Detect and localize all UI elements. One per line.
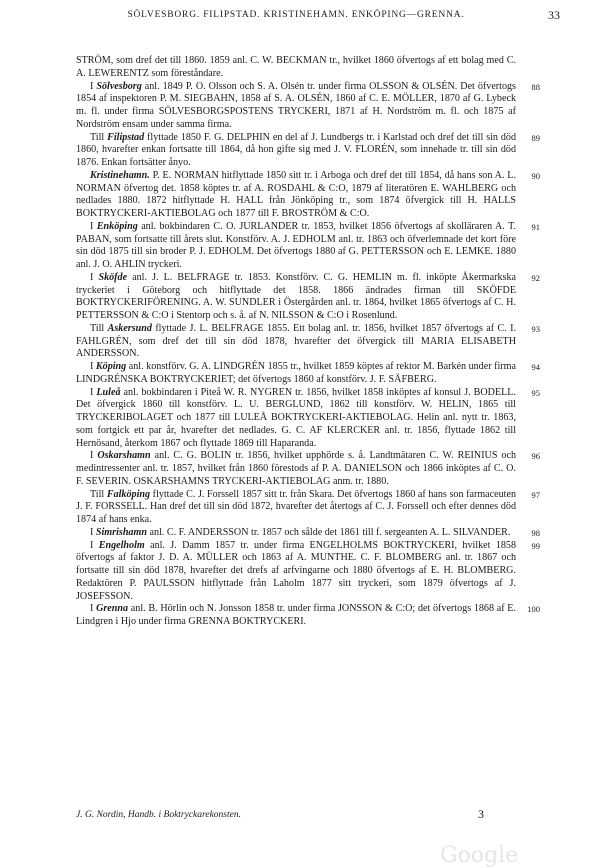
section-number: 92 [531,272,540,283]
place-name: Enköping [96,220,138,232]
paragraph-text: anl. 1849 P. O. Olsson och S. A. Olsén tr. under firma OLSSON & OLSÉN. Det öfvertogs 1854 af inspektoren P. M. SIEGBAHN, 1858 af S. A. OLSÉN, 1860 af C. E. MÖLLER, 1870 af G. Lybeck m. fl. under firma SÖLVESBORGSPOSTENS TRYCKERI, 1871 af H. Nordström m. fl. och 1875 af Nordström ensam under samma firma. [76,80,516,130]
place-name: Askersund [107,322,152,334]
signature-mark: 3 [478,807,484,821]
section-number: 100 [527,604,540,615]
paragraph-text: STRÖM, som dref det till 1860. 1859 anl. C. W. BECKMAN tr., hvilket 1860 öfvertogs af ett bolag med C. A. LEWERENTZ som föreståndare. [76,55,516,79]
paragraph-text: flyttade C. J. Forssell 1857 sitt tr. från Skara. Det öfvertogs 1860 af hans son farmaceuten J. F. FORSSELL. Han dref det till sin död 1872, hvarefter det återtogs af C. J. Forssell och efter dennes död 1874 af hans enka. [76,488,516,525]
section-number: 89 [531,132,540,143]
paragraph-text: anl. C. G. BOLIN tr. 1856, hvilket upphörde s. å. Landtmätaren C. W. REINIUS och medintressenter anl. tr. 1857, hvilket från 1860 förestods af P. A. DANIELSON och 1866 inköptes af C. O. F. SEVERIN. OSKARSHAMNS TRYCKERI-AKTIEBOLAG anm. tr. 1880. [76,450,517,487]
paragraph-text: anl. B. Hörlin och N. Jonsson 1858 tr. under firma JONSSON & C:O; det öfvertogs 1868 af E. Lindgren i Hjo under firma GRENNA BOKTRYCKERI. [76,603,517,627]
place-name: Sköfde [98,271,128,283]
paragraph-text: anl. C. F. ANDERSSON tr. 1857 och sålde det 1861 till f. sergeanten A. L. SILVANDER. [146,526,511,538]
section-number: 90 [531,170,540,181]
section-number: 98 [531,527,540,538]
place-name: Luleå [96,386,121,398]
place-name: Simrishamn [95,526,147,538]
paragraph: I Oskarshamn anl. C. G. BOLIN tr. 1856, hvilket upphörde s. å. Landtmätaren C. W. REINIUS och medintressenter anl. tr. 1857, hvilket från 1860 förestods af P. A. DANIELSON och 1866 inköptes af C. O. F. SEVERIN. OSKARSHAMNS TRYCKERI-AKTIEBOLAG anm. tr. 1880. 96 [76,450,540,487]
paragraph [76,55,516,81]
paragraph-text: anl. J. Damm 1857 tr. under firma ENGELHOLMS BOKTRYCKERI, hvilket 1858 öfvertogs af faktor J. D. A. MÜLLER och 1863 af A. MUNTHE. C. F. BLOMBERG anl. tr. 1867 och fortsatte till sin död 1878, hvarefter det drefs af arfvingarne och 1880 öfvertogs af E. H. BLOMBERG. Redaktören P. PAULSSON hitflyttade från Laholm 1877 sitt tryckeri, som 1879 öfvertogs af J. JOSEFSSON. [76,539,517,602]
paragraph: I Grenna anl. B. Hörlin och N. Jonsson 1858 tr. under firma JONSSON & C:O; det öfvertogs 1868 af E. Lindgren i Hjo under firma GRENNA BOKTRYCKERI. 100 [76,603,540,627]
paragraph: I Enköping anl. bokbindaren C. O. JURLANDER tr. 1853, hvilket 1856 öfvertogs af skolläraren A. T. PABAN, som fortsatte till årets slut. Konstförv. A. J. EDHOLM anl. tr. 1863 och öfverlemnade det kort före sin död 1875 till sin broder P. J. EDHOLM. Det öfvertogs 1880 af G. PETTERSSON och E. LEMKE. 1880 anl. J. O. AHLIN tryckeri. 91 [76,220,540,270]
place-name: Köping [95,361,127,372]
section-number: 95 [531,387,540,398]
section-number: 96 [531,451,540,462]
paragraph-text: anl. bokbindaren i Piteå W. R. NYGREN tr. 1856, hvilket 1858 inköptes af konsul J. BODELL. Det öfvergick 1860 till konstförv. L. U. BERGLUND, 1862 till konstförv. W. HELIN, 1865 till TRYCKERIBOLAGET och 1877 till LULEÅ BOKTRYCKERI-AKTIEBOLAG. Helin anl. nytt tr. 1863, som fortgick ett par år, hvarefter det nedlades. G. C. AF KLERCKER anl. tr. 1856, flyttade 1862 till Hernösand, återkom 1867 och flyttade 1869 till Haparanda. [76,386,516,449]
section-number: 93 [531,323,540,334]
page-number: 33 [548,8,560,22]
place-name: Oskarshamn [97,450,151,462]
paragraph-text: anl. bokbindaren C. O. JURLANDER tr. 1853, hvilket 1856 öfvertogs af skolläraren A. T. PABAN, som fortsatte till årets slut. Konstförv. A. J. EDHOLM anl. tr. 1863 och öfverlemnade det kort före sin död 1875 till sin broder P. J. EDHOLM. Det öfvertogs 1880 af G. PETTERSSON och E. LEMKE. 1880 anl. J. O. AHLIN tryckeri. [76,220,517,270]
paragraph: Till Filipstad flyttade 1850 F. G. DELPHIN en del af J. Lundbergs tr. i Karlstad och dref det till sin död 1860, hvarefter enkan fortsatte till 1864, då hon gifte sig med J. V. FLORÉN, som innehade tr. till sin död 1876. Enkan fortsätter ånyo. 89 [76,131,540,168]
paragraph-text: P. E. NORMAN hitflyttade 1850 sitt tr. i Arboga och dref det till 1854, då hans son A. L. NORMAN öfvertog det. 1858 köptes tr. af A. ROSDAHL & C:O, 1879 af literatören E. WAHLBERG och nedlades 1880. 1872 hitflyttade H. HALL från Jönköping tr., som 1874 öfvergick till H. HALLS BOKTRYCKERI-AKTIEBOLAG och 1877 till F. BROSTRÖM & C:O. [76,169,516,219]
running-title: SÖLVESBORG. FILIPSTAD. KRISTINEHAMN. ENKÖPING—GRENNA. [127,10,465,20]
paragraph: I Engelholm anl. J. Damm 1857 tr. under firma ENGELHOLMS BOKTRYCKERI, hvilket 1858 öfvertogs af faktor J. D. A. MÜLLER och 1863 af A. MUNTHE. C. F. BLOMBERG anl. tr. 1867 och fortsatte till sin död 1878, hvarefter det drefs af arfvingarne och 1880 öfvertogs af E. H. BLOMBERG. Redaktören P. PAULSSON hitflyttade från Laholm 1877 sitt tryckeri, som 1879 öfvertogs af J. JOSEFSSON. 99 [76,539,540,602]
paragraph-text: anl. J. L. BELFRAGE tr. 1853. Konstförv. C. G. HEMLIN m. fl. inköpte Åkermarkska tryckeriet i Göteborg och hitflyttade det 1858. 1866 ändrades firman till SKÖFDE BOKTRYCKERIFÖRENING. A. W. SUNDLER i Östergården anl. tr. 1864, hvilket 1865 öfvertogs af C. H. PETTERSSON & C:O i Stentorp och s. å. af N. NILSSON & C:O i Rosenlund. [76,271,516,321]
place-name: Engelholm [98,539,145,551]
paragraph-text: anl. konstförv. G. A. LINDGRÉN 1855 tr., hvilket 1859 köptes af rektor M. Barkén under firma LINDGRÉNSKA BOKTRYCKERIET; det öfvertogs 1860 af konstförv. J. F. SÄFBERG. [76,361,516,385]
paragraph: I Sölvesborg anl. 1849 P. O. Olsson och S. A. Olsén tr. under firma OLSSON & OLSÉN. Det öfvertogs 1854 af inspektoren P. M. SIEGBAHN, 1858 af S. A. OLSÉN, 1860 af C. E. MÖLLER, 1870 af G. Lybeck m. fl. under firma SÖLVESBORGSPOSTENS TRYCKERI, 1871 af H. Nordström m. fl. och 1875 af Nordström ensam under samma firma. 88 [76,80,540,130]
paragraph: Till Askersund flyttade J. L. BELFRAGE 1855. Ett bolag anl. tr. 1856, hvilket 1857 öfvertogs af C. I. FAHLGRÉN, som dref det till sin död 1878, hvarefter det öfvergick till MARIA ELISABETH ANDERSSON. 93 [76,322,540,360]
paragraph: I Sköfde anl. J. L. BELFRAGE tr. 1853. Konstförv. C. G. HEMLIN m. fl. inköpte Åkermarkska tryckeriet i Göteborg och hitflyttade det 1858. 1866 ändrades firman till SKÖFDE BOKTRYCKERIFÖRENING. A. W. SUNDLER i Östergården anl. tr. 1864, hvilket 1865 öfvertogs af C. H. PETTERSSON & C:O i Stentorp och s. å. af N. NILSSON & C:O i Rosenlund. 92 [76,271,540,321]
watermark: Google [440,843,519,868]
place-name: Kristinehamn. [90,169,150,181]
paragraph: Till Falköping flyttade C. J. Forssell 1857 sitt tr. från Skara. Det öfvertogs 1860 af hans son farmaceuten J. F. FORSSELL. Han dref det till sin död 1872, hvarefter det återtogs af C. J. Forssell och efter dennes död 1874 af hans enka. 97 [76,488,540,525]
paragraph-text: flyttade 1850 F. G. DELPHIN en del af J. Lundbergs tr. i Karlstad och dref det till sin död 1860, hvarefter enkan fortsatte till 1864, då hon gifte sig med J. V. FLORÉN, som innehade tr. till sin död 1876. Enkan fortsätter ånyo. [76,131,517,168]
paragraph: I Simrishamn anl. C. F. ANDERSSON tr. 1857 och sålde det 1861 till f. sergeanten A. L. SILVANDER. 98 [90,526,540,538]
paragraph [76,169,540,221]
paragraph: I Köping anl. konstförv. G. A. LINDGRÉN 1855 tr., hvilket 1859 köptes af rektor M. Barkén under firma LINDGRÉNSKA BOKTRYCKERIET; det öfvertogs 1860 af konstförv. J. F. SÄFBERG. 94 [76,361,540,385]
main-text [76,55,540,629]
paragraph: I Luleå anl. bokbindaren i Piteå W. R. NYGREN tr. 1856, hvilket 1858 inköptes af konsul J. BODELL. Det öfvergick 1860 till konstförv. L. U. BERGLUND, 1862 till konstförv. W. HELIN, 1865 till TRYCKERIBOLAGET och 1877 till LULEÅ BOKTRYCKERI-AKTIEBOLAG. Helin anl. nytt tr. 1863, som fortgick ett par år, hvarefter det nedlades. G. C. AF KLERCKER anl. tr. 1856, flyttade 1862 till Hernösand, återkom 1867 och flyttade 1869 till Haparanda. 95 [76,386,540,449]
section-number: 97 [531,489,540,500]
place-name: Falköping [106,488,151,500]
paragraph-text: flyttade J. L. BELFRAGE 1855. Ett bolag anl. tr. 1856, hvilket 1857 öfvertogs af C. I. FAHLGRÉN, som dref det till sin död 1878, hvarefter det öfvergick till MARIA ELISABETH ANDERSSON. [76,322,517,360]
place-name: Grenna [96,603,129,615]
section-number: 91 [531,221,540,232]
footer-citation: J. G. Nordin, Handb. i Boktryckarekonsten. [76,810,241,820]
section-number: 99 [531,540,540,551]
section-number: 94 [531,362,540,372]
place-name: Filipstad [107,131,145,143]
section-number: 88 [531,81,540,92]
place-name: Sölvesborg [96,80,142,92]
